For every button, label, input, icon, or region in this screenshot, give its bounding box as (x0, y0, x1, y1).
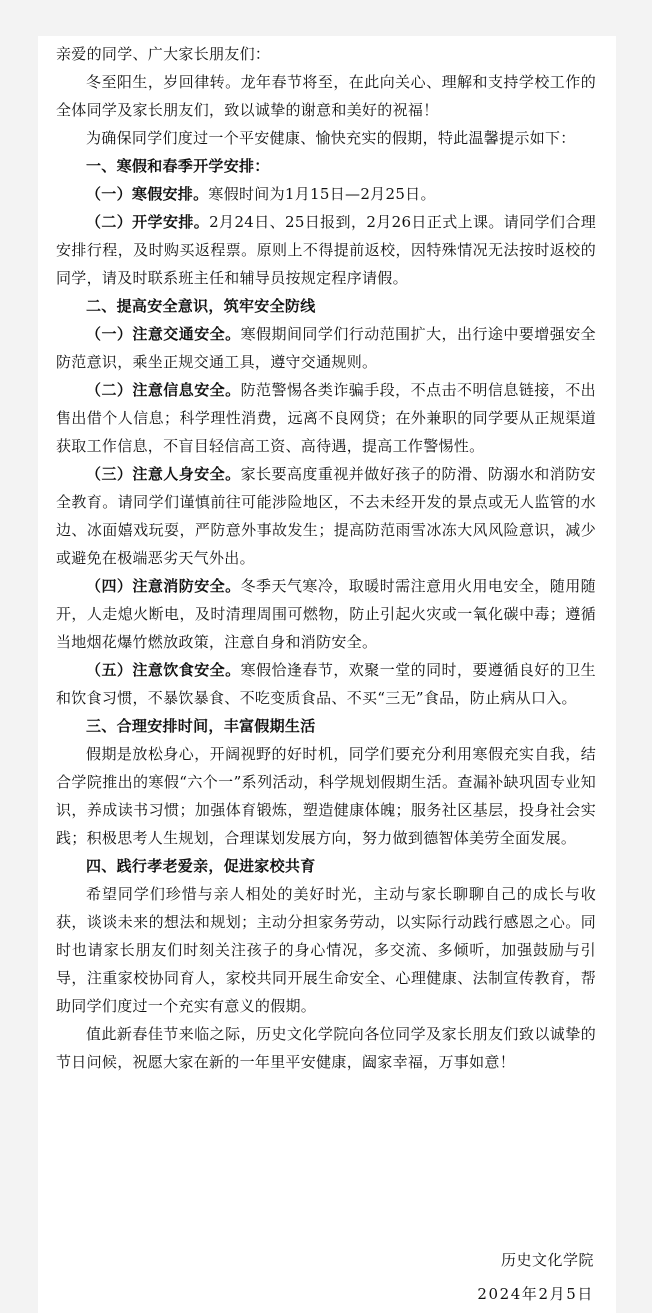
item-body: 冬季天气寒冷，取暖时需注意用火用电安全，随用随开，人走熄火断电，及时清理周围可燃物，防止引起火灾或一氧化碳中毒；遵循当地烟花爆竹燃放政策，注意自身和消防安全。 (56, 577, 596, 651)
item-lead: （二）开学安排。 (86, 213, 210, 231)
section-heading-4: 四、践行孝老爱亲，促进家校共育 (86, 857, 316, 875)
item-lead: （四）注意消防安全。 (86, 577, 241, 595)
section-1-item-2 (56, 208, 596, 292)
document-page (38, 36, 616, 1313)
intro-paragraph-2: 为确保同学们度过一个平安健康、愉快充实的假期，特此温馨提示如下： (86, 129, 576, 147)
item-body: 家长要高度重视并做好孩子的防滑、防溺水和消防安全教育。请同学们谨慎前往可能涉险地区，不去未经开发的景点或无人监管的水边、冰面嬉戏玩耍，严防意外事故发生；提高防范雨雪冰冻大风风险意识，减少或避免在极端恶劣天气外出。 (56, 465, 596, 567)
item-lead: （五）注意饮食安全。 (86, 661, 241, 679)
item-body: 防范警惕各类诈骗手段，不点击不明信息链接，不出售出借个人信息；科学理性消费，远离不良网贷；在外兼职的同学要从正规渠道获取工作信息，不盲目轻信高工资、高待遇，提高工作警惕性。 (56, 381, 596, 455)
section-heading-1: 一、寒假和春季开学安排： (86, 157, 270, 175)
section-2-item-1 (56, 320, 596, 376)
item-body: 寒假时间为1月15日—2月25日。 (208, 185, 436, 203)
section-2-item-3 (56, 460, 596, 572)
section-2-item-4 (56, 572, 596, 656)
item-lead: （一）注意交通安全。 (86, 325, 241, 343)
section-2-item-5 (56, 656, 596, 712)
section-heading-2: 二、提高安全意识，筑牢安全防线 (86, 297, 316, 315)
intro-paragraph-1: 冬至阳生，岁回律转。龙年春节将至，在此向关心、理解和支持学校工作的全体同学及家长朋友们，致以诚挚的谢意和美好的祝福！ (56, 73, 596, 119)
section-4-paragraph: 希望同学们珍惜与亲人相处的美好时光，主动与家长聊聊自己的成长与收获，谈谈未来的想法和规划；主动分担家务劳动，以实际行动践行感恩之心。同时也请家长朋友们时刻关注孩子的身心情况，多交流、多倾听，加强鼓励与引导，注重家校协同育人，家校共同开展生命安全、心理健康、法制宣传教育，帮助同学们度过一个充实有意义的假期。 (56, 885, 596, 1015)
item-body: 寒假期间同学们行动范围扩大，出行途中要增强安全防范意识，乘坐正规交通工具，遵守交通规则。 (56, 325, 596, 371)
item-lead: （二）注意信息安全。 (86, 381, 241, 399)
section-1-item-1 (56, 180, 596, 208)
closing-paragraph: 值此新春佳节来临之际，历史文化学院向各位同学及家长朋友们致以诚挚的节日问候，祝愿大家在新的一年里平安健康，阖家幸福，万事如意！ (56, 1025, 596, 1071)
section-heading-3: 三、合理安排时间，丰富假期生活 (86, 717, 316, 735)
signature-date: 2024年2月5日 (477, 1285, 594, 1303)
item-lead: （三）注意人身安全。 (86, 465, 241, 483)
item-body: 2月24日、25日报到，2月26日正式上课。请同学们合理安排行程，及时购买返程票。原则上不得提前返校，因特殊情况无法按时返校的同学，请及时联系班主任和辅导员按规定程序请假。 (56, 213, 597, 287)
section-3-paragraph: 假期是放松身心，开阔视野的好时机，同学们要充分利用寒假充实自我，结合学院推出的寒假“六个一”系列活动，科学规划假期生活。查漏补缺巩固专业知识，养成读书习惯；加强体育锻炼，塑造健康体魄；服务社区基层，投身社会实践；积极思考人生规划，合理谋划发展方向，努力做到德智体美劳全面发展。 (56, 745, 596, 847)
item-body: 寒假恰逢春节，欢聚一堂的同时，要遵循良好的卫生和饮食习惯，不暴饮暴食、不吃变质食品、不买“三无”食品，防止病从口入。 (56, 661, 596, 707)
greeting: 亲爱的同学、广大家长朋友们： (56, 45, 271, 63)
item-lead: （一）寒假安排。 (86, 185, 209, 203)
letter-body (56, 40, 596, 1076)
signature-organization: 历史文化学院 (500, 1251, 594, 1269)
section-2-item-2 (56, 376, 596, 460)
